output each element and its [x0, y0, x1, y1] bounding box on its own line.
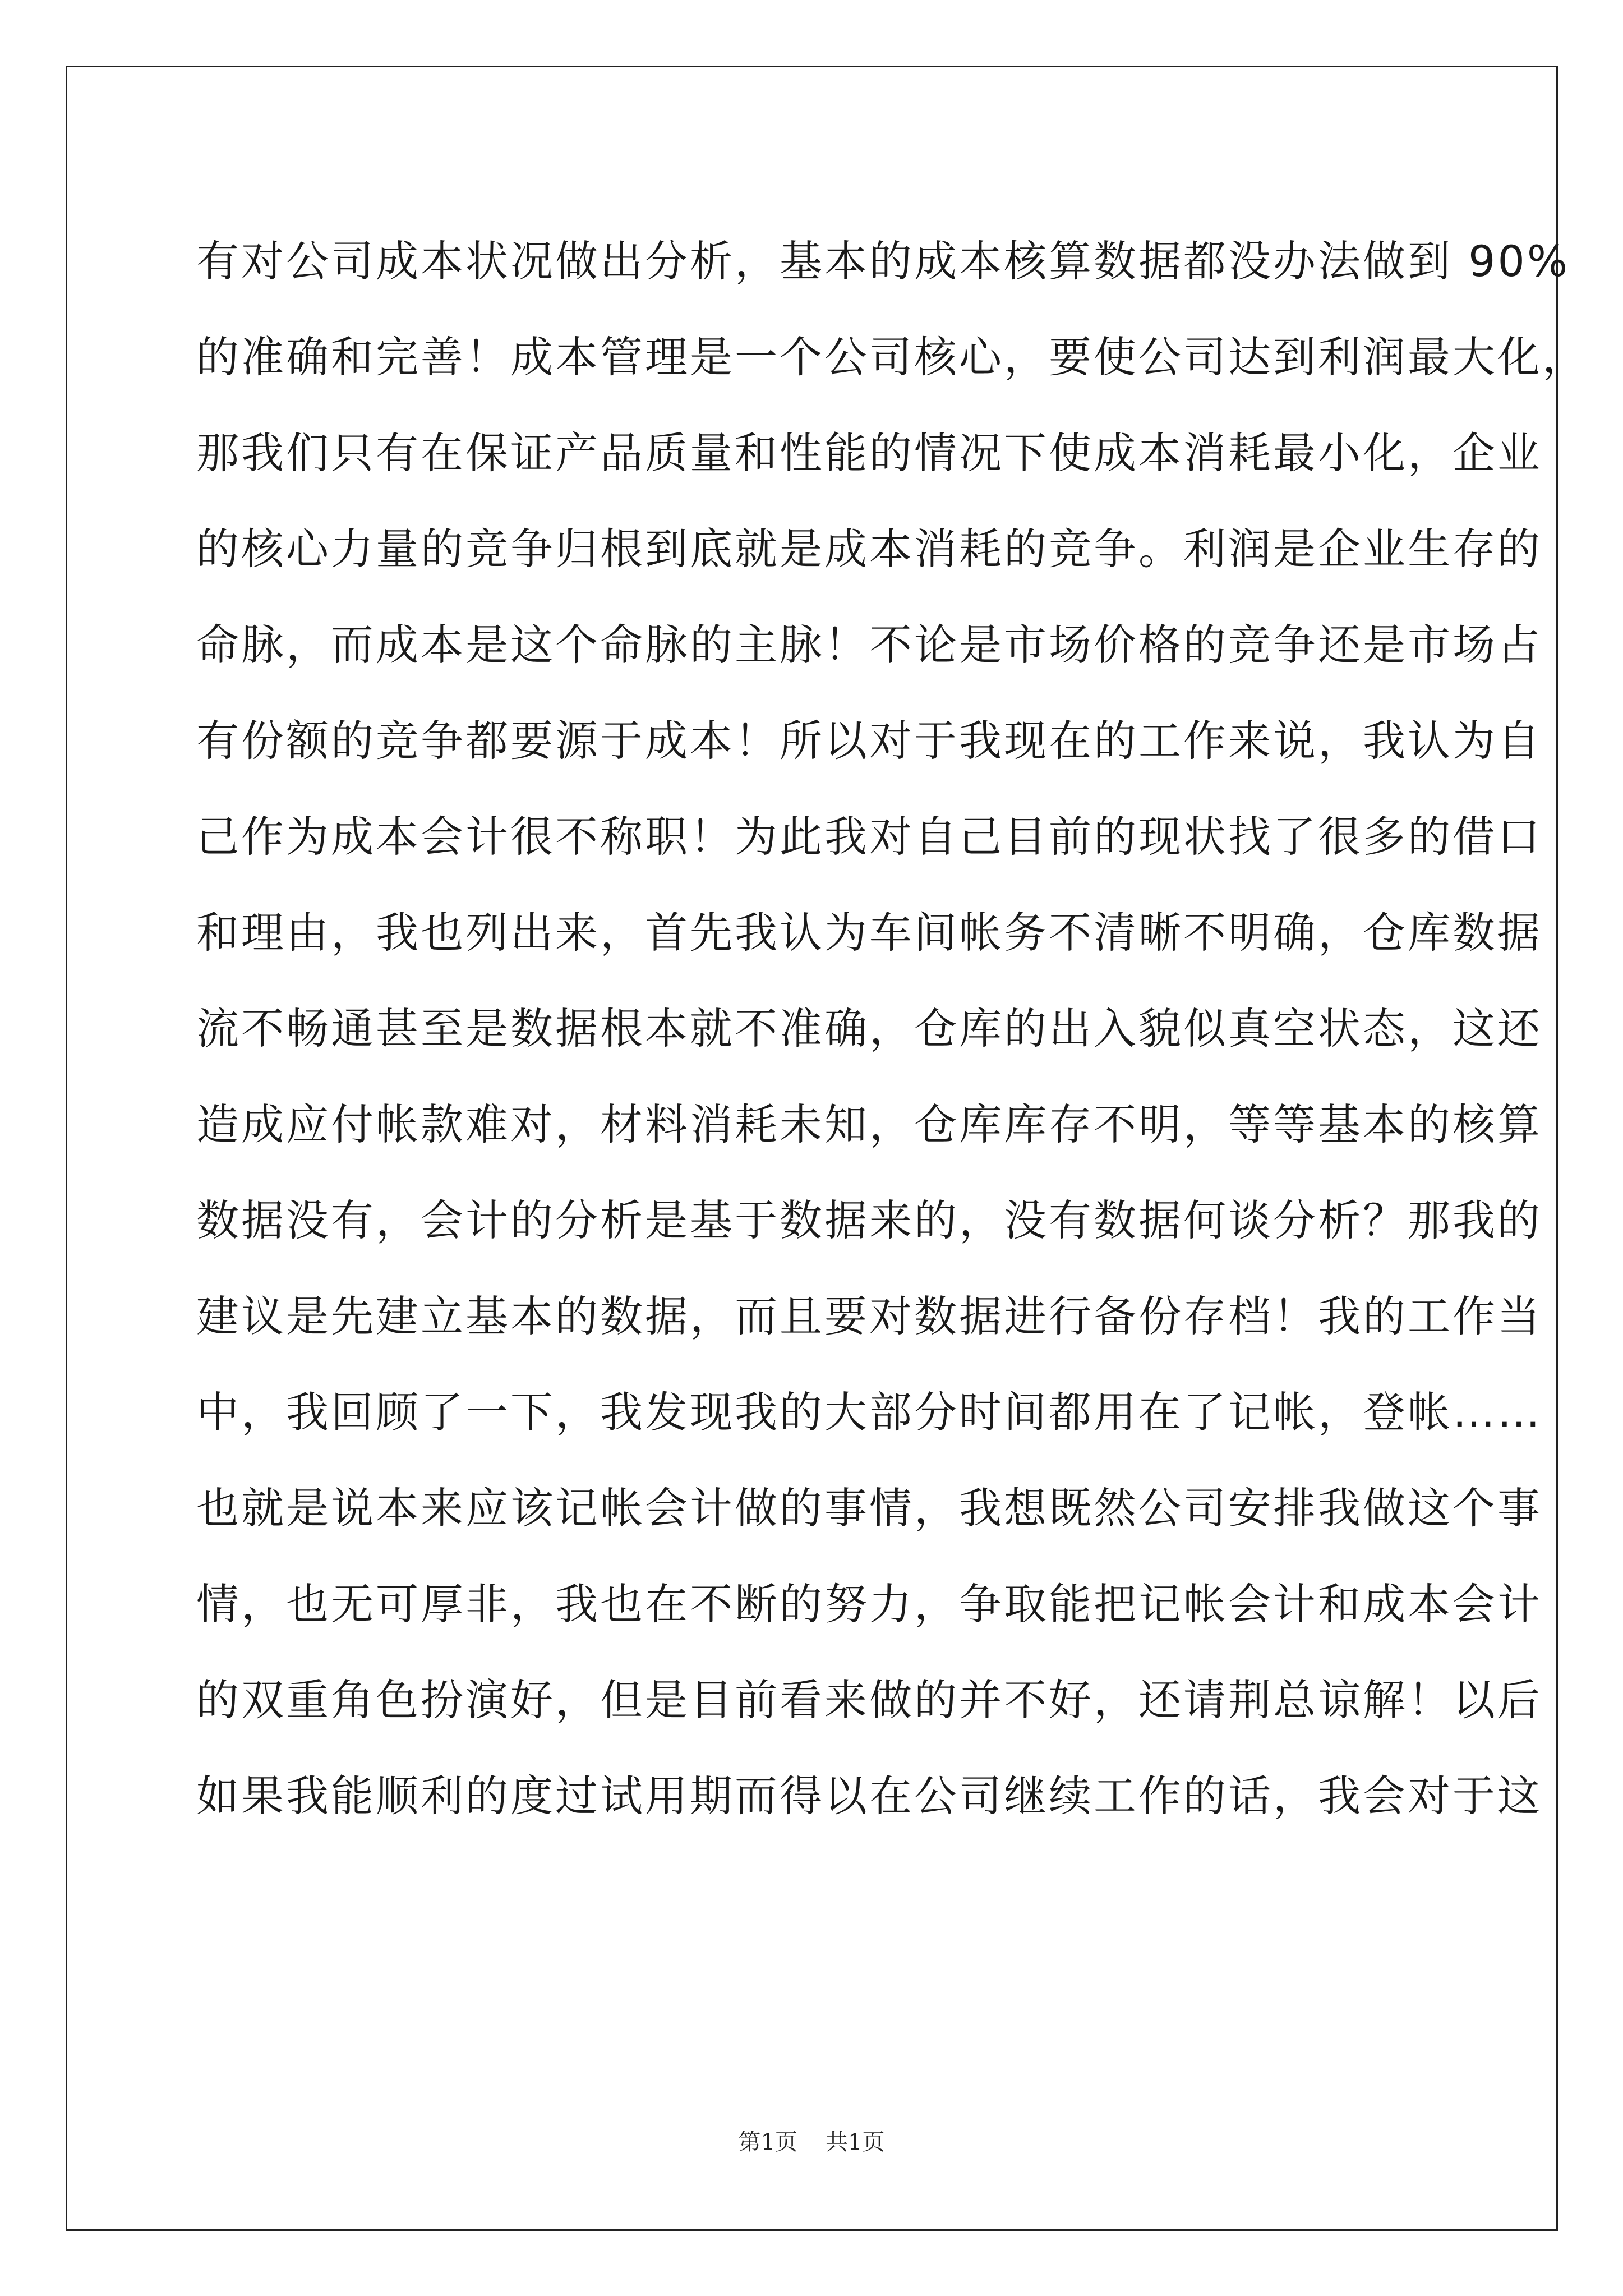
text-line: 数据没有，会计的分析是基于数据来的，没有数据何谈分析？那我的	[196, 1195, 1542, 1245]
page-total: 共1页	[826, 2129, 885, 2155]
text-line: 也就是说本来应该记帐会计做的事情，我想既然公司安排我做这个事	[196, 1483, 1542, 1533]
text-line: 的双重角色扮演好，但是目前看来做的并不好，还请荆总谅解！以后	[196, 1675, 1542, 1725]
text-line: 和理由，我也列出来，首先我认为车间帐务不清晰不明确，仓库数据	[196, 908, 1542, 958]
text-line: 有份额的竞争都要源于成本！所以对于我现在的工作来说，我认为自	[196, 716, 1542, 766]
text-line: 流不畅通甚至是数据根本就不准确，仓库的出入貌似真空状态，这还	[196, 1004, 1542, 1053]
text-line: 己作为成本会计很不称职！为此我对自己目前的现状找了很多的借口	[196, 812, 1542, 862]
page-number: 第1页	[738, 2129, 797, 2155]
text-line: 的核心力量的竞争归根到底就是成本消耗的竞争。利润是企业生存的	[196, 524, 1542, 574]
text-line: 建议是先建立基本的数据，而且要对数据进行备份存档！我的工作当	[196, 1291, 1542, 1341]
body-text	[196, 213, 1587, 1844]
text-line: 的准确和完善！成本管理是一个公司核心，要使公司达到利润最大化，	[196, 332, 1587, 382]
page-footer	[0, 2124, 1623, 2156]
text-line: 如果我能顺利的度过试用期而得以在公司继续工作的话，我会对于这	[196, 1771, 1542, 1821]
text-line: 有对公司成本状况做出分析，基本的成本核算数据都没办法做到 90%	[196, 236, 1570, 286]
text-line: 那我们只有在保证产品质量和性能的情况下使成本消耗最小化，企业	[196, 428, 1542, 478]
text-line: 命脉，而成本是这个命脉的主脉！不论是市场价格的竞争还是市场占	[196, 620, 1542, 670]
text-line: 造成应付帐款难对，材料消耗未知，仓库库存不明，等等基本的核算	[196, 1099, 1542, 1149]
text-line: 中，我回顾了一下，我发现我的大部分时间都用在了记帐，登帐……	[196, 1387, 1542, 1437]
text-line: 情，也无可厚非，我也在不断的努力，争取能把记帐会计和成本会计	[196, 1579, 1542, 1629]
